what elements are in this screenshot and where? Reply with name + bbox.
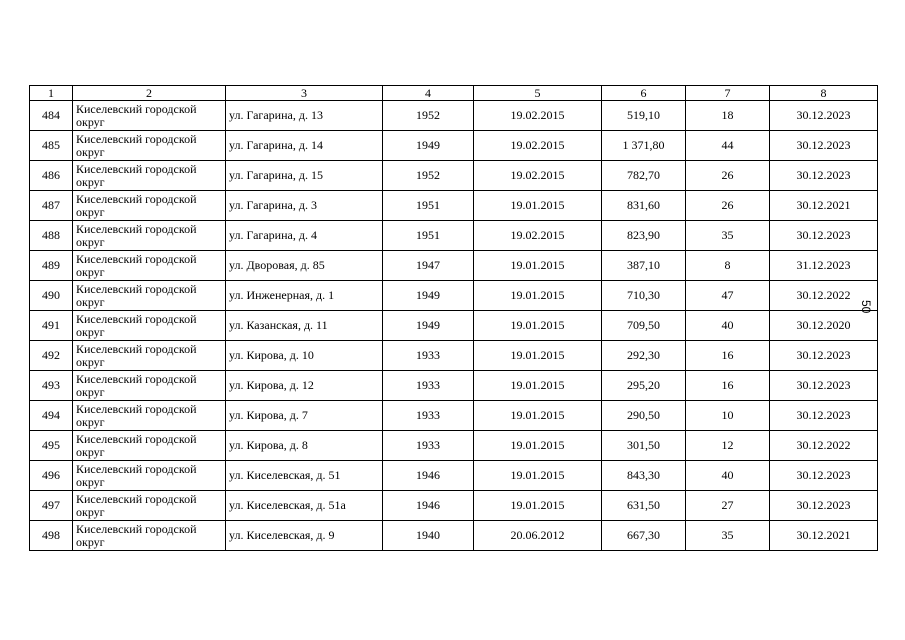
area-cell: 782,70 [602, 161, 686, 191]
row-number-cell: 496 [30, 461, 73, 491]
address-cell: ул. Киселевская, д. 51 [226, 461, 383, 491]
address-cell: ул. Казанская, д. 11 [226, 311, 383, 341]
municipality-cell: Киселевский городской округ [73, 491, 226, 521]
area-cell: 301,50 [602, 431, 686, 461]
table-row [30, 101, 878, 131]
date-cell: 19.02.2015 [474, 131, 602, 161]
table-row [30, 191, 878, 221]
row-number-cell: 493 [30, 371, 73, 401]
header-cell-7: 7 [686, 86, 770, 101]
residents-cell: 47 [686, 281, 770, 311]
date-cell: 19.02.2015 [474, 161, 602, 191]
municipality-cell: Киселевский городской округ [73, 221, 226, 251]
row-number-cell: 485 [30, 131, 73, 161]
municipality-cell: Киселевский городской округ [73, 251, 226, 281]
address-cell: ул. Кирова, д. 10 [226, 341, 383, 371]
table-body [30, 101, 878, 551]
deadline-cell: 30.12.2023 [770, 341, 878, 371]
deadline-cell: 31.12.2023 [770, 251, 878, 281]
date-cell: 19.01.2015 [474, 191, 602, 221]
build-year-cell: 1952 [383, 161, 474, 191]
residents-cell: 35 [686, 521, 770, 551]
date-cell: 19.02.2015 [474, 221, 602, 251]
residents-cell: 16 [686, 371, 770, 401]
address-cell: ул. Дворовая, д. 85 [226, 251, 383, 281]
area-cell: 843,30 [602, 461, 686, 491]
deadline-cell: 30.12.2023 [770, 101, 878, 131]
area-cell: 631,50 [602, 491, 686, 521]
header-cell-1: 1 [30, 86, 73, 101]
row-number-cell: 488 [30, 221, 73, 251]
area-cell: 667,30 [602, 521, 686, 551]
municipality-cell: Киселевский городской округ [73, 521, 226, 551]
residents-cell: 40 [686, 461, 770, 491]
deadline-cell: 30.12.2023 [770, 131, 878, 161]
row-number-cell: 497 [30, 491, 73, 521]
header-cell-3: 3 [226, 86, 383, 101]
deadline-cell: 30.12.2023 [770, 491, 878, 521]
date-cell: 19.01.2015 [474, 491, 602, 521]
deadline-cell: 30.12.2022 [770, 281, 878, 311]
area-cell: 710,30 [602, 281, 686, 311]
municipality-cell: Киселевский городской округ [73, 131, 226, 161]
municipality-cell: Киселевский городской округ [73, 461, 226, 491]
residents-cell: 16 [686, 341, 770, 371]
page-number: 50 [859, 300, 873, 314]
area-cell: 831,60 [602, 191, 686, 221]
table-row [30, 221, 878, 251]
row-number-cell: 491 [30, 311, 73, 341]
date-cell: 19.01.2015 [474, 281, 602, 311]
municipality-cell: Киселевский городской округ [73, 371, 226, 401]
municipality-cell: Киселевский городской округ [73, 401, 226, 431]
date-cell: 19.01.2015 [474, 371, 602, 401]
deadline-cell: 30.12.2023 [770, 401, 878, 431]
header-cell-2: 2 [73, 86, 226, 101]
municipality-cell: Киселевский городской округ [73, 311, 226, 341]
build-year-cell: 1940 [383, 521, 474, 551]
area-cell: 292,30 [602, 341, 686, 371]
table-header [30, 86, 878, 101]
date-cell: 19.01.2015 [474, 311, 602, 341]
deadline-cell: 30.12.2023 [770, 461, 878, 491]
address-cell: ул. Киселевская, д. 9 [226, 521, 383, 551]
build-year-cell: 1949 [383, 311, 474, 341]
row-number-cell: 498 [30, 521, 73, 551]
row-number-cell: 490 [30, 281, 73, 311]
deadline-cell: 30.12.2020 [770, 311, 878, 341]
build-year-cell: 1933 [383, 431, 474, 461]
header-cell-5: 5 [474, 86, 602, 101]
row-number-cell: 489 [30, 251, 73, 281]
address-cell: ул. Гагарина, д. 3 [226, 191, 383, 221]
area-cell: 290,50 [602, 401, 686, 431]
date-cell: 19.01.2015 [474, 431, 602, 461]
table-row [30, 491, 878, 521]
row-number-cell: 486 [30, 161, 73, 191]
date-cell: 19.02.2015 [474, 101, 602, 131]
address-cell: ул. Гагарина, д. 15 [226, 161, 383, 191]
table-row [30, 431, 878, 461]
address-cell: ул. Гагарина, д. 14 [226, 131, 383, 161]
residents-cell: 40 [686, 311, 770, 341]
area-cell: 709,50 [602, 311, 686, 341]
area-cell: 295,20 [602, 371, 686, 401]
municipality-cell: Киселевский городской округ [73, 281, 226, 311]
table-row [30, 281, 878, 311]
build-year-cell: 1946 [383, 461, 474, 491]
table-row [30, 371, 878, 401]
residents-cell: 8 [686, 251, 770, 281]
address-cell: ул. Кирова, д. 8 [226, 431, 383, 461]
deadline-cell: 30.12.2023 [770, 161, 878, 191]
residents-cell: 27 [686, 491, 770, 521]
deadline-cell: 30.12.2022 [770, 431, 878, 461]
build-year-cell: 1951 [383, 191, 474, 221]
header-row [30, 86, 878, 101]
table-row [30, 341, 878, 371]
date-cell: 19.01.2015 [474, 251, 602, 281]
deadline-cell: 30.12.2021 [770, 521, 878, 551]
deadline-cell: 30.12.2021 [770, 191, 878, 221]
area-cell: 519,10 [602, 101, 686, 131]
table-row [30, 311, 878, 341]
build-year-cell: 1933 [383, 371, 474, 401]
header-cell-6: 6 [602, 86, 686, 101]
residents-cell: 35 [686, 221, 770, 251]
municipality-cell: Киселевский городской округ [73, 431, 226, 461]
residents-cell: 12 [686, 431, 770, 461]
table-row [30, 131, 878, 161]
build-year-cell: 1933 [383, 401, 474, 431]
date-cell: 19.01.2015 [474, 341, 602, 371]
build-year-cell: 1951 [383, 221, 474, 251]
build-year-cell: 1949 [383, 281, 474, 311]
table-row [30, 521, 878, 551]
row-number-cell: 494 [30, 401, 73, 431]
housing-table [29, 85, 878, 551]
residents-cell: 18 [686, 101, 770, 131]
date-cell: 19.01.2015 [474, 401, 602, 431]
municipality-cell: Киселевский городской округ [73, 341, 226, 371]
build-year-cell: 1949 [383, 131, 474, 161]
address-cell: ул. Гагарина, д. 13 [226, 101, 383, 131]
header-cell-4: 4 [383, 86, 474, 101]
deadline-cell: 30.12.2023 [770, 221, 878, 251]
residents-cell: 10 [686, 401, 770, 431]
build-year-cell: 1947 [383, 251, 474, 281]
address-cell: ул. Инженерная, д. 1 [226, 281, 383, 311]
area-cell: 823,90 [602, 221, 686, 251]
area-cell: 1 371,80 [602, 131, 686, 161]
row-number-cell: 495 [30, 431, 73, 461]
table-row [30, 461, 878, 491]
row-number-cell: 484 [30, 101, 73, 131]
residents-cell: 26 [686, 191, 770, 221]
row-number-cell: 487 [30, 191, 73, 221]
address-cell: ул. Кирова, д. 7 [226, 401, 383, 431]
address-cell: ул. Кирова, д. 12 [226, 371, 383, 401]
address-cell: ул. Гагарина, д. 4 [226, 221, 383, 251]
municipality-cell: Киселевский городской округ [73, 161, 226, 191]
municipality-cell: Киселевский городской округ [73, 101, 226, 131]
date-cell: 19.01.2015 [474, 461, 602, 491]
build-year-cell: 1933 [383, 341, 474, 371]
date-cell: 20.06.2012 [474, 521, 602, 551]
residents-cell: 44 [686, 131, 770, 161]
table-row [30, 401, 878, 431]
municipality-cell: Киселевский городской округ [73, 191, 226, 221]
area-cell: 387,10 [602, 251, 686, 281]
table-row [30, 251, 878, 281]
residents-cell: 26 [686, 161, 770, 191]
deadline-cell: 30.12.2023 [770, 371, 878, 401]
address-cell: ул. Киселевская, д. 51а [226, 491, 383, 521]
build-year-cell: 1952 [383, 101, 474, 131]
table-row [30, 161, 878, 191]
build-year-cell: 1946 [383, 491, 474, 521]
row-number-cell: 492 [30, 341, 73, 371]
header-cell-8: 8 [770, 86, 878, 101]
